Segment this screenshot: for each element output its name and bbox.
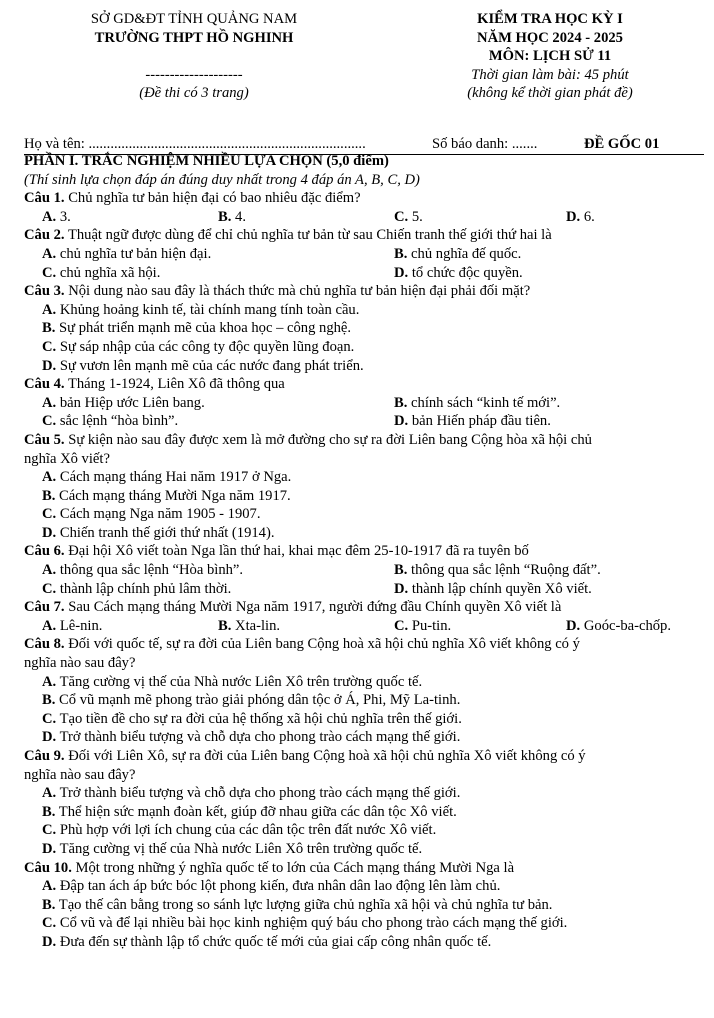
- options-row: [24, 561, 706, 580]
- option-c[interactable]: C. Cách mạng Nga năm 1905 - 1907.: [42, 506, 261, 523]
- question-text: Chủ nghĩa tư bản hiện đại có bao nhiêu đặc điểm?: [68, 190, 361, 207]
- option-b[interactable]: B. Cách mạng tháng Mười Nga năm 1917.: [42, 487, 291, 504]
- option-c[interactable]: C. chủ nghĩa xã hội.: [42, 264, 161, 281]
- option-b[interactable]: B. Xta-lin.: [218, 617, 281, 634]
- subject-name: MÔN: LỊCH SỬ 11: [488, 48, 612, 65]
- option-d[interactable]: D. bản Hiến pháp đầu tiên.: [394, 413, 551, 430]
- question-label: Câu 5.: [24, 431, 65, 448]
- option-d[interactable]: D. Tăng cường vị thế của Nhà nước Liên Xô trên trường quốc tế.: [42, 840, 423, 857]
- question-6: [24, 542, 706, 598]
- option-a[interactable]: A. bản Hiệp ước Liên bang.: [42, 394, 205, 411]
- section-title: PHẦN I. TRẮC NGHIỆM NHIỀU LỰA CHỌN (5,0 điểm): [24, 153, 389, 169]
- option-a[interactable]: A. Khủng hoảng kinh tế, tài chính mang tính toàn cầu.: [42, 301, 360, 318]
- question-label: Câu 6.: [24, 543, 65, 560]
- option-b[interactable]: B. Thể hiện sức mạnh đoàn kết, giúp đỡ nhau giữa các dân tộc Xô viết.: [42, 803, 457, 820]
- option-d[interactable]: D. tổ chức độc quyền.: [394, 264, 523, 281]
- question-label: Câu 10.: [24, 859, 72, 876]
- option-c[interactable]: C. Sự sáp nhập của các công ty độc quyền lũng đoạn.: [42, 338, 355, 355]
- option-a[interactable]: A. Cách mạng tháng Hai năm 1917 ở Nga.: [42, 469, 292, 486]
- department-name: SỞ GD&ĐT TỈNH QUẢNG NAM: [90, 11, 298, 27]
- option-a[interactable]: A. chủ nghĩa tư bản hiện đại.: [42, 245, 212, 262]
- school-block: [54, 10, 334, 103]
- question-text: Thuật ngữ được dùng để chỉ chủ nghĩa tư bản từ sau Chiến tranh thế giới thứ hai là: [67, 227, 552, 244]
- option-c[interactable]: C. thành lập chính phủ lâm thời.: [42, 580, 232, 597]
- question-text-continued: nghĩa nào sau đây?: [24, 655, 136, 672]
- option-a[interactable]: A. Trở thành biểu tượng và chỗ dựa cho phong trào cách mạng thế giới.: [42, 785, 461, 802]
- option-c[interactable]: C. 5.: [394, 208, 423, 225]
- exam-title: KIỂM TRA HỌC KỲ I: [477, 11, 623, 27]
- page-count-note: (Đề thi có 3 trang): [139, 85, 249, 102]
- exam-info-block: [400, 10, 700, 103]
- options-row: [24, 245, 706, 264]
- candidate-number-field[interactable]: Số báo danh: .......: [432, 136, 538, 152]
- option-b[interactable]: B. Tạo thế cân bằng trong so sánh lực lượng giữa chủ nghĩa xã hội và chủ nghĩa tư bản.: [42, 896, 553, 913]
- question-1: [24, 189, 706, 226]
- option-a[interactable]: A. thông qua sắc lệnh “Hòa bình”.: [42, 562, 244, 579]
- option-a[interactable]: A. Tăng cường vị thế của Nhà nước Liên Xô trên trường quốc tế.: [42, 673, 423, 690]
- option-c[interactable]: C. Phù hợp với lợi ích chung của các dân tộc trên đất nước Xô viết.: [42, 822, 437, 839]
- question-text: Đối với Liên Xô, sự ra đời của Liên bang Cộng hoà xã hội chủ nghĩa Xô viết không có ý: [68, 748, 586, 764]
- option-d[interactable]: D. Đưa đến sự thành lập tổ chức quốc tế mới của giai cấp công nhân quốc tế.: [42, 933, 492, 950]
- option-c[interactable]: C. Pu-tin.: [394, 617, 452, 634]
- options-row: [24, 394, 706, 413]
- question-text: Một trong những ý nghĩa quốc tế to lớn của Cách mạng tháng Mười Nga là: [75, 859, 515, 876]
- question-text-continued: nghĩa nào sau đây?: [24, 766, 136, 783]
- option-b[interactable]: B. thông qua sắc lệnh “Ruộng đất”.: [394, 562, 601, 579]
- option-c[interactable]: C. Tạo tiền đề cho sự ra đời của hệ thống xã hội chủ nghĩa trên thế giới.: [42, 710, 462, 727]
- exam-header: [0, 10, 714, 114]
- option-d[interactable]: D. thành lập chính quyền Xô viết.: [394, 580, 592, 597]
- candidate-name-field[interactable]: Họ và tên: ............................................................................: [24, 136, 366, 152]
- option-a[interactable]: A. 3.: [42, 208, 71, 225]
- option-c[interactable]: C. sắc lệnh “hòa bình”.: [42, 413, 179, 430]
- options-row: [24, 580, 706, 599]
- question-label: Câu 7.: [24, 599, 65, 616]
- time-limit: Thời gian làm bài: 45 phút: [471, 66, 629, 83]
- option-b[interactable]: B. Cổ vũ mạnh mẽ phong trào giải phóng dân tộc ở Á, Phi, Mỹ La-tinh.: [42, 692, 461, 709]
- question-10: [24, 859, 706, 952]
- question-label: Câu 4.: [24, 376, 65, 393]
- spacer: [54, 47, 334, 66]
- question-label: Câu 1.: [24, 190, 65, 207]
- question-text: Nội dung nào sau đây là thách thức mà chủ nghĩa tư bản hiện đại phải đối mặt?: [68, 283, 531, 300]
- option-b[interactable]: B. 4.: [218, 208, 246, 225]
- option-d[interactable]: D. Sự vươn lên mạnh mẽ của các nước đang phát triển.: [42, 357, 364, 374]
- question-4: [24, 375, 706, 431]
- exam-content: [24, 152, 706, 952]
- question-text: Đại hội Xô viết toàn Nga lần thứ hai, khai mạc đêm 25-10-1917 đã ra tuyên bố: [68, 543, 529, 560]
- question-label: Câu 8.: [24, 636, 65, 653]
- option-d[interactable]: D. Chiến tranh thế giới thứ nhất (1914).: [42, 524, 275, 541]
- question-text: Tháng 1-1924, Liên Xô đã thông qua: [67, 376, 285, 393]
- option-d[interactable]: D. 6.: [566, 208, 595, 225]
- option-b[interactable]: B. Sự phát triển mạnh mẽ của khoa học – công nghệ.: [42, 320, 352, 337]
- question-8: [24, 635, 706, 747]
- question-label: Câu 3.: [24, 283, 65, 300]
- options-row: [24, 617, 706, 636]
- options-row: [24, 412, 706, 431]
- question-2: [24, 226, 706, 282]
- question-label: Câu 2.: [24, 227, 65, 244]
- question-5: [24, 431, 706, 543]
- options-row: [24, 264, 706, 283]
- option-a[interactable]: A. Lê-nin.: [42, 617, 103, 634]
- question-text: Sau Cách mạng tháng Mười Nga năm 1917, người đứng đầu Chính quyền Xô viết là: [68, 599, 562, 616]
- question-3: [24, 282, 706, 375]
- question-7: [24, 598, 706, 635]
- options-row: [24, 208, 706, 227]
- option-a[interactable]: A. Đập tan ách áp bức bóc lột phong kiến, đưa nhân dân lao động lên làm chủ.: [42, 878, 501, 895]
- question-label: Câu 9.: [24, 748, 65, 764]
- option-b[interactable]: B. chính sách “kinh tế mới”.: [394, 394, 561, 411]
- section-instruction: (Thí sinh lựa chọn đáp án đúng duy nhất trong 4 đáp án A, B, C, D): [24, 171, 420, 188]
- question-9: [24, 747, 706, 859]
- question-text-continued: nghĩa Xô viết?: [24, 450, 110, 467]
- dash-separator: --------------------: [145, 66, 243, 83]
- exam-code: ĐỀ GỐC 01: [584, 136, 660, 152]
- option-d[interactable]: D. Trở thành biểu tượng và chỗ dựa cho phong trào cách mạng thế giới.: [42, 729, 461, 746]
- question-text: Đối với quốc tế, sự ra đời của Liên bang Cộng hoà xã hội chủ nghĩa Xô viết không có ý: [68, 636, 580, 653]
- option-c[interactable]: C. Cổ vũ và để lại nhiều bài học kinh nghiệm quý báu cho phong trào cách mạng thế giới.: [42, 915, 568, 932]
- school-name: TRƯỜNG THPT HỒ NGHINH: [94, 29, 294, 46]
- question-text: Sự kiện nào sau đây được xem là mở đường cho sự ra đời Liên bang Cộng hòa xã hội chủ: [68, 431, 592, 448]
- option-d[interactable]: D. Goóc-ba-chốp.: [566, 617, 671, 634]
- school-year: NĂM HỌC 2024 - 2025: [477, 29, 623, 46]
- time-note: (không kể thời gian phát đề): [467, 85, 633, 102]
- option-b[interactable]: B. chủ nghĩa đế quốc.: [394, 245, 522, 262]
